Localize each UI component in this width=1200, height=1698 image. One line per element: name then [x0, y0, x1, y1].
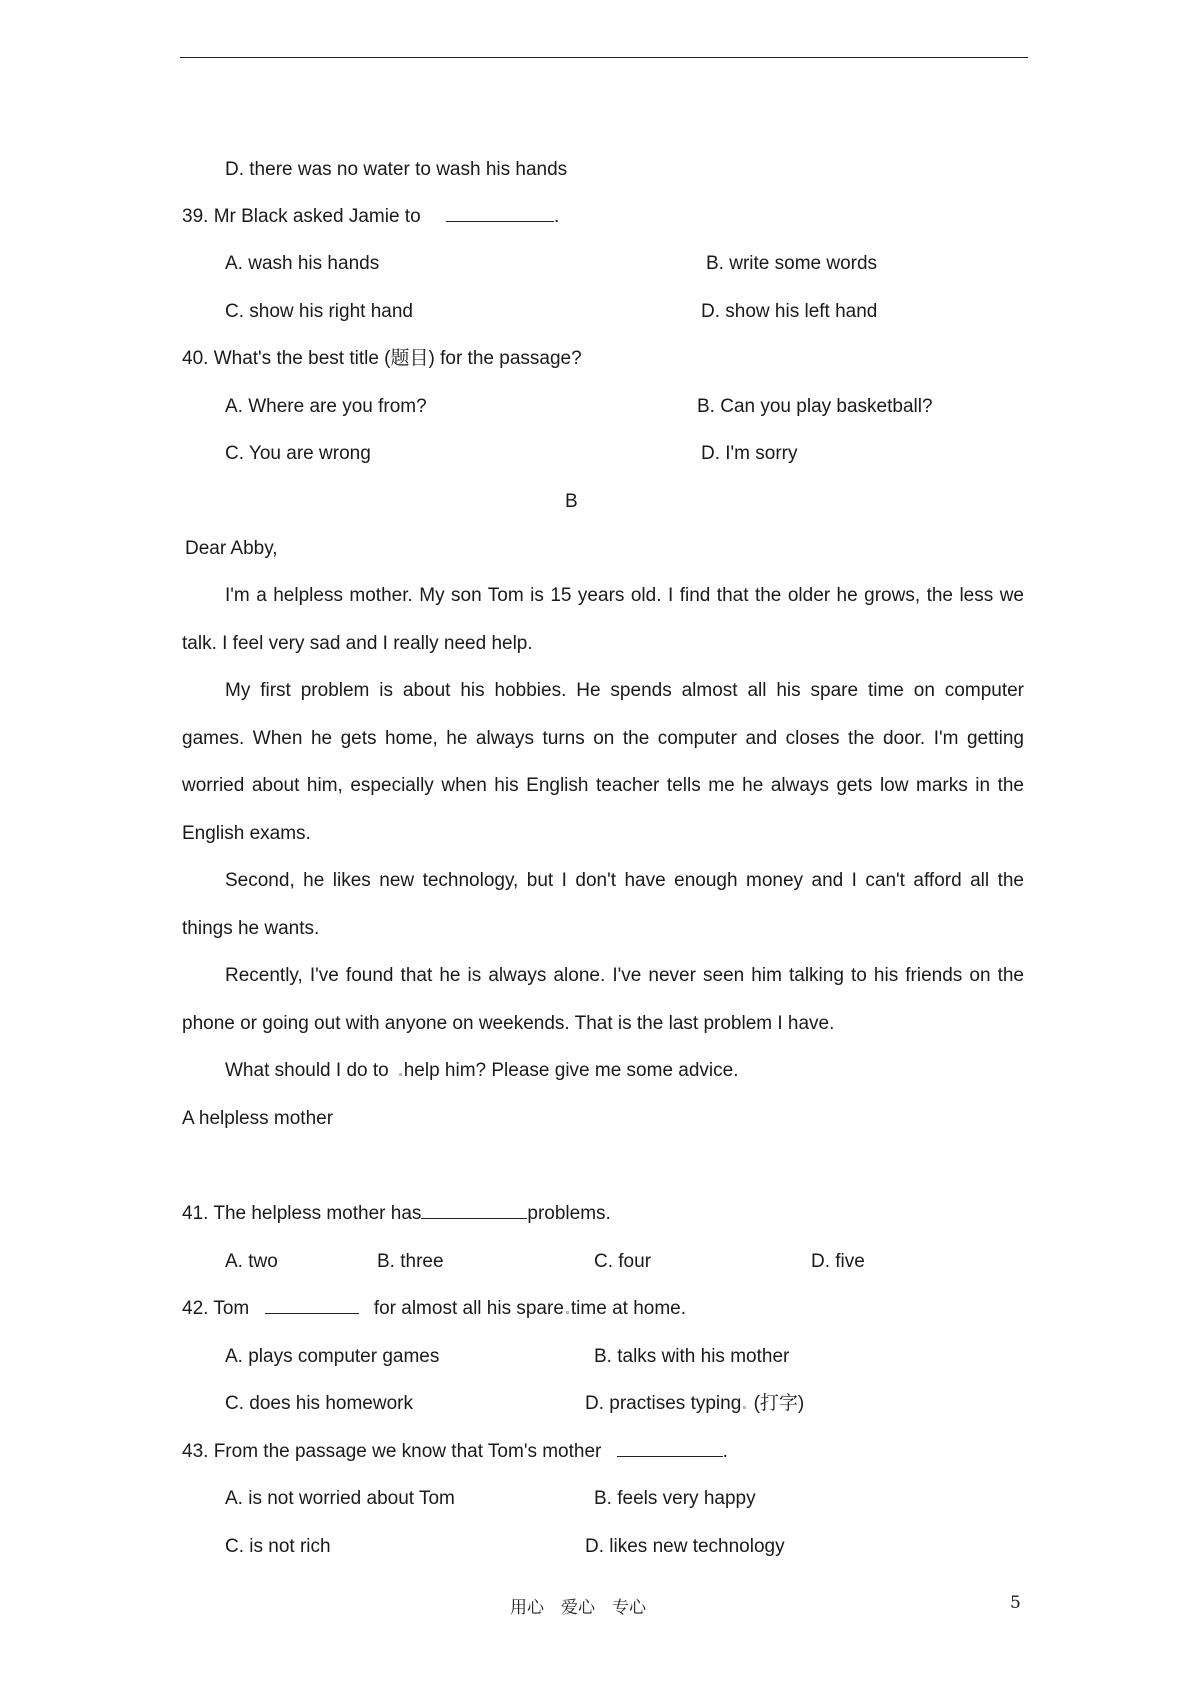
- q41-option-c: C. four: [594, 1251, 652, 1272]
- letter-paragraph-5: [225, 1059, 739, 1083]
- letter-paragraph-1-line-2: talk. I feel very sad and I really need help.: [182, 633, 533, 654]
- letter-paragraph-3-line-1: Second, he likes new technology, but I don't have enough money and I can't afford all the: [225, 870, 1024, 891]
- letter-paragraph-4-line-1: [225, 964, 1024, 988]
- q39-stem: 39. Mr Black asked Jamie to: [182, 206, 421, 227]
- q41-option-a: A. two: [225, 1251, 278, 1272]
- q41-suffix: problems.: [527, 1203, 611, 1224]
- q39-option-c: C. show his right hand: [225, 301, 413, 322]
- q42-suffix: time at home.: [570, 1298, 686, 1319]
- speck-mark: [399, 1073, 402, 1076]
- q40-option-d: D. I'm sorry: [701, 443, 798, 464]
- question-41: [182, 1202, 611, 1226]
- paragraph-4-text-a: Recently, I've found that he is always alone: [225, 965, 600, 986]
- letter-greeting: Dear Abby,: [185, 538, 278, 559]
- q38-option-d: D. there was no water to wash his hands: [225, 159, 568, 180]
- answer-blank: [421, 1202, 527, 1219]
- q41-option-d: D. five: [811, 1251, 865, 1272]
- q39-option-d: D. show his left hand: [701, 301, 878, 322]
- question-39: [182, 205, 559, 229]
- question-43: [182, 1440, 728, 1464]
- q39-option-a: A. wash his hands: [225, 253, 380, 274]
- q39-suffix: .: [553, 206, 560, 227]
- q43-stem: 43. From the passage we know that Tom's mother: [182, 1441, 602, 1462]
- q43-option-b: B. feels very happy: [594, 1488, 756, 1509]
- paragraph-4-text-b: . I've never seen him talking to his friends on the: [599, 965, 1025, 986]
- q41-option-b: B. three: [377, 1251, 444, 1272]
- footer-motto: 用心 爱心 专心: [510, 1598, 646, 1618]
- q41-stem: 41. The helpless mother has: [182, 1203, 422, 1224]
- letter-paragraph-2-line-4: English exams.: [182, 823, 311, 844]
- letter-signature: A helpless mother: [182, 1108, 334, 1129]
- q42-option-d-text: D. practises typing: [585, 1393, 742, 1414]
- header-rule: [180, 57, 1028, 58]
- answer-blank: [617, 1440, 723, 1457]
- q42-option-a: A. plays computer games: [225, 1346, 440, 1367]
- q39-option-b: B. write some words: [706, 253, 878, 274]
- letter-paragraph-2-line-3: worried about him, especially when his English teacher tells me he always gets low marks in the: [182, 775, 1024, 796]
- q42-stem-middle: for almost all his spare: [373, 1298, 564, 1319]
- letter-paragraph-3-line-2: things he wants.: [182, 918, 320, 939]
- section-label: B: [565, 491, 578, 512]
- answer-blank: [265, 1297, 359, 1314]
- q42-option-d-gloss: (打字): [753, 1393, 805, 1414]
- q43-suffix: .: [722, 1441, 728, 1462]
- q43-option-d: D. likes new technology: [585, 1536, 785, 1557]
- q43-option-a: A. is not worried about Tom: [225, 1488, 455, 1509]
- q40-option-b: B. Can you play basketball?: [697, 396, 933, 417]
- speck-mark: [743, 1406, 746, 1409]
- question-42: [182, 1297, 686, 1321]
- letter-paragraph-2-line-2: games. When he gets home, he always turns on the computer and closes the door. I'm getting: [182, 728, 1024, 749]
- q42-stem: 42. Tom: [182, 1298, 250, 1319]
- letter-paragraph-4-line-2: phone or going out with anyone on weekends. That is the last problem I have.: [182, 1013, 835, 1034]
- paragraph-5-text-b: help him? Please give me some advice.: [403, 1060, 739, 1081]
- question-40: 40. What's the best title (题目) for the passage?: [182, 348, 582, 369]
- letter-paragraph-2-line-1: My first problem is about his hobbies. He spends almost all his spare time on computer: [225, 680, 1024, 701]
- q43-option-c: C. is not rich: [225, 1536, 331, 1557]
- q42-option-b: B. talks with his mother: [594, 1346, 790, 1367]
- q42-option-c: C. does his homework: [225, 1393, 413, 1414]
- page-number: 5: [1010, 1593, 1021, 1613]
- letter-paragraph-1-line-1: I'm a helpless mother. My son Tom is 15 years old. I find that the older he grows, the less we: [225, 585, 1024, 606]
- answer-blank: [446, 205, 554, 222]
- paragraph-5-text-a: What should I do to: [225, 1060, 389, 1081]
- q40-option-c: C. You are wrong: [225, 443, 371, 464]
- speck-mark: [566, 1311, 569, 1314]
- q42-option-d: [585, 1392, 804, 1416]
- q40-option-a: A. Where are you from?: [225, 396, 427, 417]
